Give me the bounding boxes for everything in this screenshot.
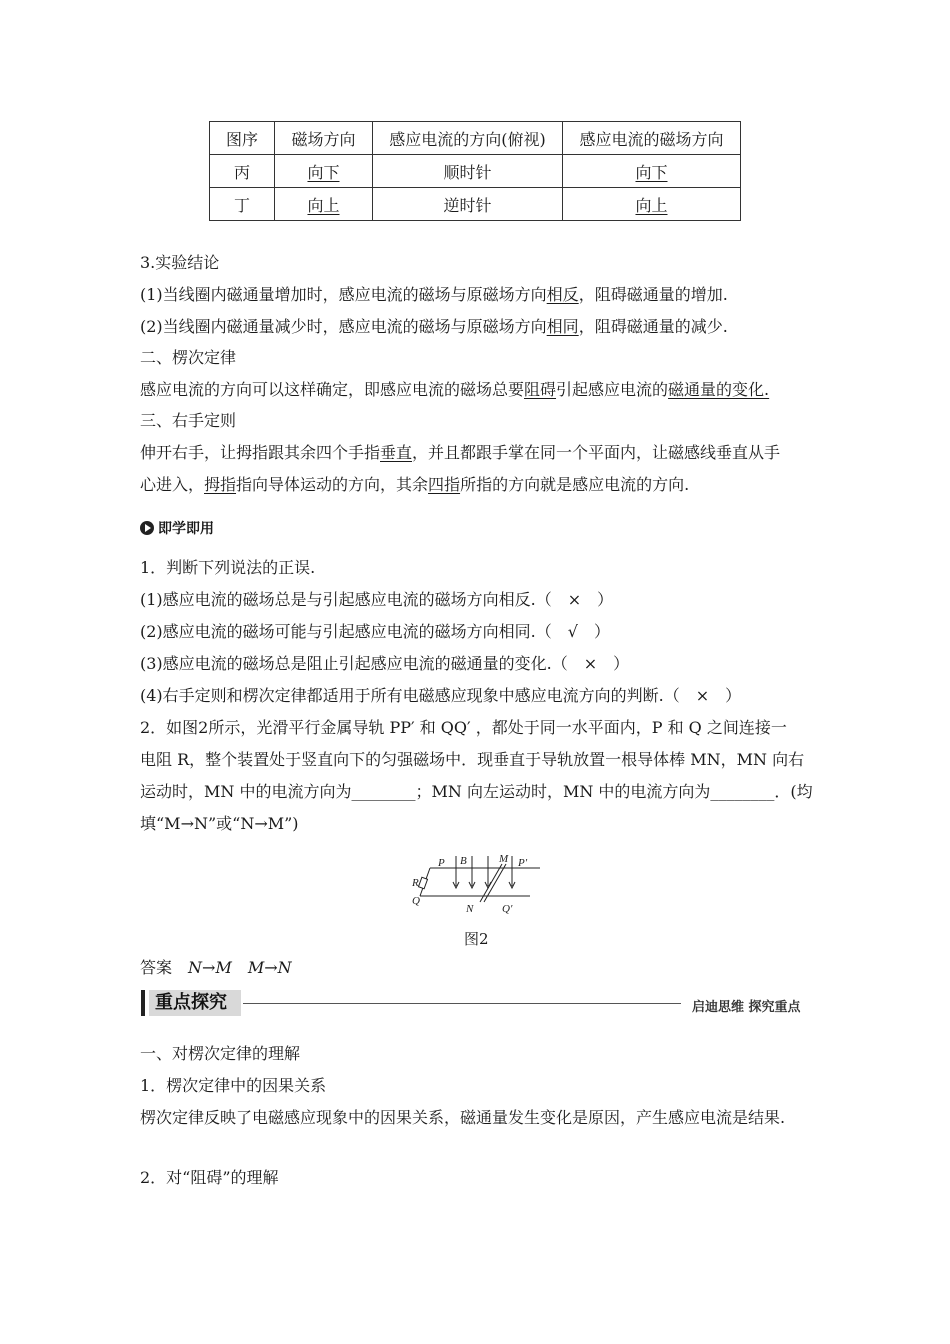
table-cell: 顺时针 — [373, 155, 563, 188]
figure-caption: 图2 — [464, 930, 489, 948]
lenz-text: 感应电流的方向可以这样确定，即感应电流的磁场总要阻碍引起感应电流的磁通量的变化. — [140, 380, 770, 399]
section-bar — [141, 990, 145, 1016]
paragraph-causality: 楞次定律反映了电磁感应现象中的因果关系，磁通量发生变化是原因，产生感应电流是结果. — [140, 1108, 786, 1127]
practice-heading: 即学即用 — [140, 519, 214, 539]
table-header-cell: 感应电流的磁场方向 — [563, 122, 741, 155]
table-header-cell: 图序 — [210, 122, 275, 155]
statement-2: (2)感应电流的磁场可能与引起感应电流的磁场方向相同.（ √ ） — [140, 622, 610, 641]
table-row — [210, 155, 741, 188]
table-cell: 向下 — [275, 155, 373, 188]
answer-line: 答案 N→M M→N — [140, 958, 292, 977]
question-2-line-1: 2．如图2所示，光滑平行金属导轨 PP′ 和 QQ′ ，都处于同一水平面内，P 和 Q 之间连接一 — [140, 718, 787, 737]
label-q-prime: Q′ — [502, 903, 513, 915]
label-p: P — [438, 857, 445, 869]
play-icon — [140, 521, 154, 535]
table-header-cell: 感应电流的方向(俯视) — [373, 122, 563, 155]
section-subtitle: 启迪思维 探究重点 — [692, 1000, 801, 1015]
right-hand-line-2: 心进入，拇指指向导体运动的方向，其余四指所指的方向就是感应电流的方向. — [140, 475, 690, 494]
label-b: B — [460, 855, 467, 867]
right-hand-line-1: 伸开右手，让拇指跟其余四个手指垂直，并且都跟手掌在同一个平面内，让磁感线垂直从手 — [140, 443, 781, 462]
question-2-line-4: 填“M→N”或“N→M”) — [140, 814, 299, 833]
section-rule — [243, 1003, 681, 1004]
resistor — [418, 877, 427, 888]
table-header-cell: 磁场方向 — [275, 122, 373, 155]
subheading-causality: 1．楞次定律中的因果关系 — [140, 1076, 327, 1095]
question-1: 1．判断下列说法的正误. — [140, 558, 316, 577]
right-hand-heading: 三、右手定则 — [140, 411, 237, 430]
table-cell: 丙 — [210, 155, 275, 188]
table-cell: 向上 — [563, 188, 741, 221]
label-m: M — [499, 853, 509, 865]
conclusion-line-1: (1)当线圈内磁通量增加时，感应电流的磁场与原磁场方向相反，阻碍磁通量的增加. — [140, 285, 728, 304]
label-r: R — [412, 877, 419, 889]
table-cell: 逆时针 — [373, 188, 563, 221]
conclusion-line-2: (2)当线圈内磁通量减少时，感应电流的磁场与原磁场方向相同，阻碍磁通量的减少. — [140, 317, 728, 336]
conclusion-title: 3.实验结论 — [140, 253, 220, 272]
label-p-prime: P′ — [518, 857, 528, 869]
table-cell: 丁 — [210, 188, 275, 221]
statement-4: (4)右手定则和楞次定律都适用于所有电磁感应现象中感应电流方向的判断.（ × ） — [140, 686, 742, 705]
section-title: 重点探究 — [155, 992, 227, 1013]
heading-lenz-understanding: 一、对楞次定律的理解 — [140, 1044, 301, 1063]
experiment-table — [209, 121, 741, 221]
table-cell: 向上 — [275, 188, 373, 221]
rail-figure — [410, 850, 550, 920]
lenz-heading: 二、楞次定律 — [140, 348, 237, 367]
question-2-line-3: 运动时，MN 中的电流方向为________；MN 向左运动时，MN 中的电流方向为________．(均 — [140, 782, 813, 801]
subheading-hinder: 2．对“阻碍”的理解 — [140, 1168, 279, 1187]
statement-3: (3)感应电流的磁场总是阻止引起感应电流的磁通量的变化.（ × ） — [140, 654, 630, 673]
table-row — [210, 188, 741, 221]
statement-1: (1)感应电流的磁场总是与引起感应电流的磁场方向相反.（ × ） — [140, 590, 614, 609]
label-n: N — [466, 903, 474, 915]
label-q: Q — [412, 895, 420, 907]
table-cell: 向下 — [563, 155, 741, 188]
table-header-row — [210, 122, 741, 155]
question-2-line-2: 电阻 R，整个装置处于竖直向下的匀强磁场中．现垂直于导轨放置一根导体棒 MN，MN 向右 — [140, 750, 805, 769]
